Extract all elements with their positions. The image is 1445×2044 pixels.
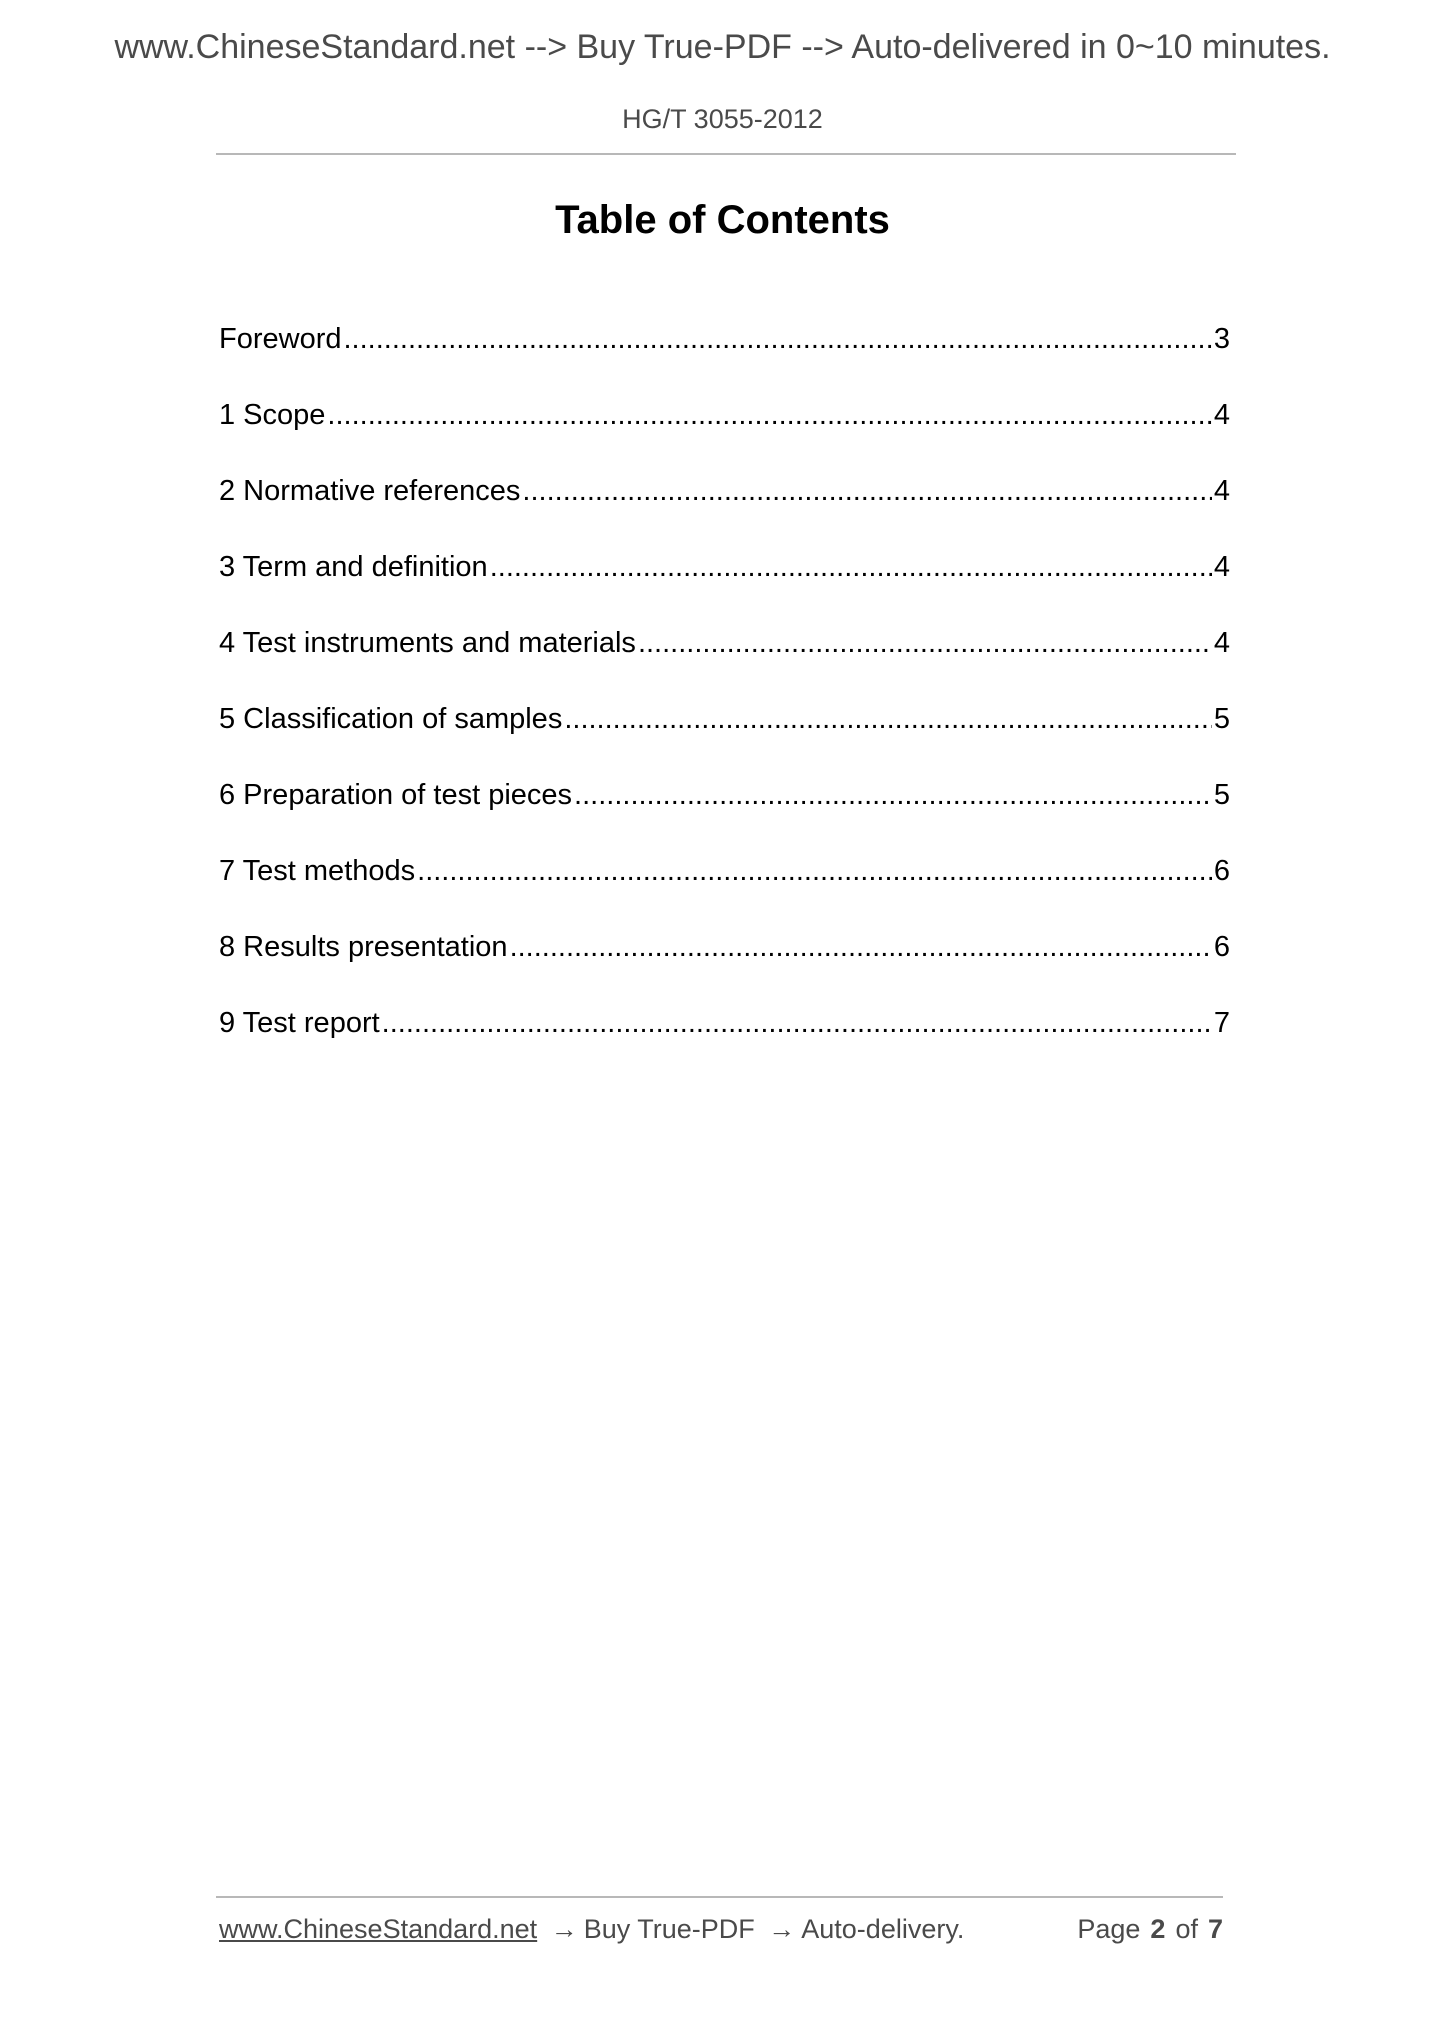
toc-dot-leader — [490, 542, 1212, 592]
toc-dot-leader — [564, 694, 1212, 744]
toc-dot-leader — [344, 314, 1212, 364]
arrow-right-icon: → — [768, 1914, 796, 1944]
page-title: Table of Contents — [555, 198, 890, 242]
current-page-number: 2 — [1150, 1914, 1166, 1944]
toc-entry-test-instruments[interactable] — [219, 618, 1230, 694]
header-divider — [216, 153, 1236, 155]
document-code: HG/T 3055-2012 — [622, 104, 823, 134]
toc-entry-page: 5 — [1213, 703, 1230, 735]
arrow-right-icon: → — [550, 1914, 578, 1944]
toc-entry-page: 7 — [1213, 1007, 1230, 1039]
toc-entry-classification-of-samples[interactable] — [219, 694, 1230, 770]
toc-entry-page: 4 — [1213, 475, 1230, 507]
toc-entry-label: 9 Test report — [219, 1007, 380, 1039]
toc-entry-page: 5 — [1213, 779, 1230, 811]
toc-dot-leader — [522, 466, 1211, 516]
page-indicator — [1077, 1914, 1223, 1945]
footer-links — [219, 1914, 964, 1945]
toc-entry-label: 4 Test instruments and materials — [219, 627, 636, 659]
toc-entry-foreword[interactable] — [219, 314, 1230, 390]
toc-dot-leader — [574, 770, 1212, 820]
toc-entry-label: 3 Term and definition — [219, 551, 488, 583]
toc-entry-page: 6 — [1213, 855, 1230, 887]
toc-entry-page: 4 — [1213, 551, 1230, 583]
toc-dot-leader — [638, 618, 1212, 668]
auto-delivery-text: Auto-delivery. — [801, 1914, 965, 1944]
toc-entry-label: 6 Preparation of test pieces — [219, 779, 573, 811]
toc-entry-test-methods[interactable] — [219, 846, 1230, 922]
toc-entry-results-presentation[interactable] — [219, 922, 1230, 998]
toc-entry-preparation-of-test-pieces[interactable] — [219, 770, 1230, 846]
toc-dot-leader — [382, 998, 1212, 1048]
toc-entry-page: 4 — [1213, 399, 1230, 431]
toc-entry-term-and-definition[interactable] — [219, 542, 1230, 618]
table-of-contents — [219, 314, 1230, 1074]
of-label: of — [1175, 1914, 1198, 1944]
toc-entry-label: 1 Scope — [219, 399, 326, 431]
toc-entry-normative-references[interactable] — [219, 466, 1230, 542]
page-footer — [219, 1914, 1223, 1945]
total-pages-number: 7 — [1207, 1914, 1223, 1944]
toc-entry-label: 2 Normative references — [219, 475, 521, 507]
buy-true-pdf-text: Buy True-PDF — [583, 1914, 755, 1944]
toc-dot-leader — [510, 922, 1212, 972]
toc-entry-page: 6 — [1213, 931, 1230, 963]
toc-entry-label: Foreword — [219, 323, 342, 355]
toc-dot-leader — [417, 846, 1212, 896]
toc-entry-page: 3 — [1213, 323, 1230, 355]
toc-entry-test-report[interactable] — [219, 998, 1230, 1074]
toc-entry-label: 7 Test methods — [219, 855, 416, 887]
toc-entry-scope[interactable] — [219, 390, 1230, 466]
top-banner: www.ChineseStandard.net --> Buy True-PDF --> Auto-delivered in 0~10 minutes. — [114, 28, 1331, 66]
toc-entry-label: 8 Results presentation — [219, 931, 508, 963]
toc-dot-leader — [327, 390, 1211, 440]
website-link[interactable]: www.ChineseStandard.net — [219, 1914, 538, 1944]
toc-entry-page: 4 — [1213, 627, 1230, 659]
page-label: Page — [1077, 1914, 1141, 1944]
footer-divider — [216, 1896, 1223, 1898]
toc-entry-label: 5 Classification of samples — [219, 703, 563, 735]
